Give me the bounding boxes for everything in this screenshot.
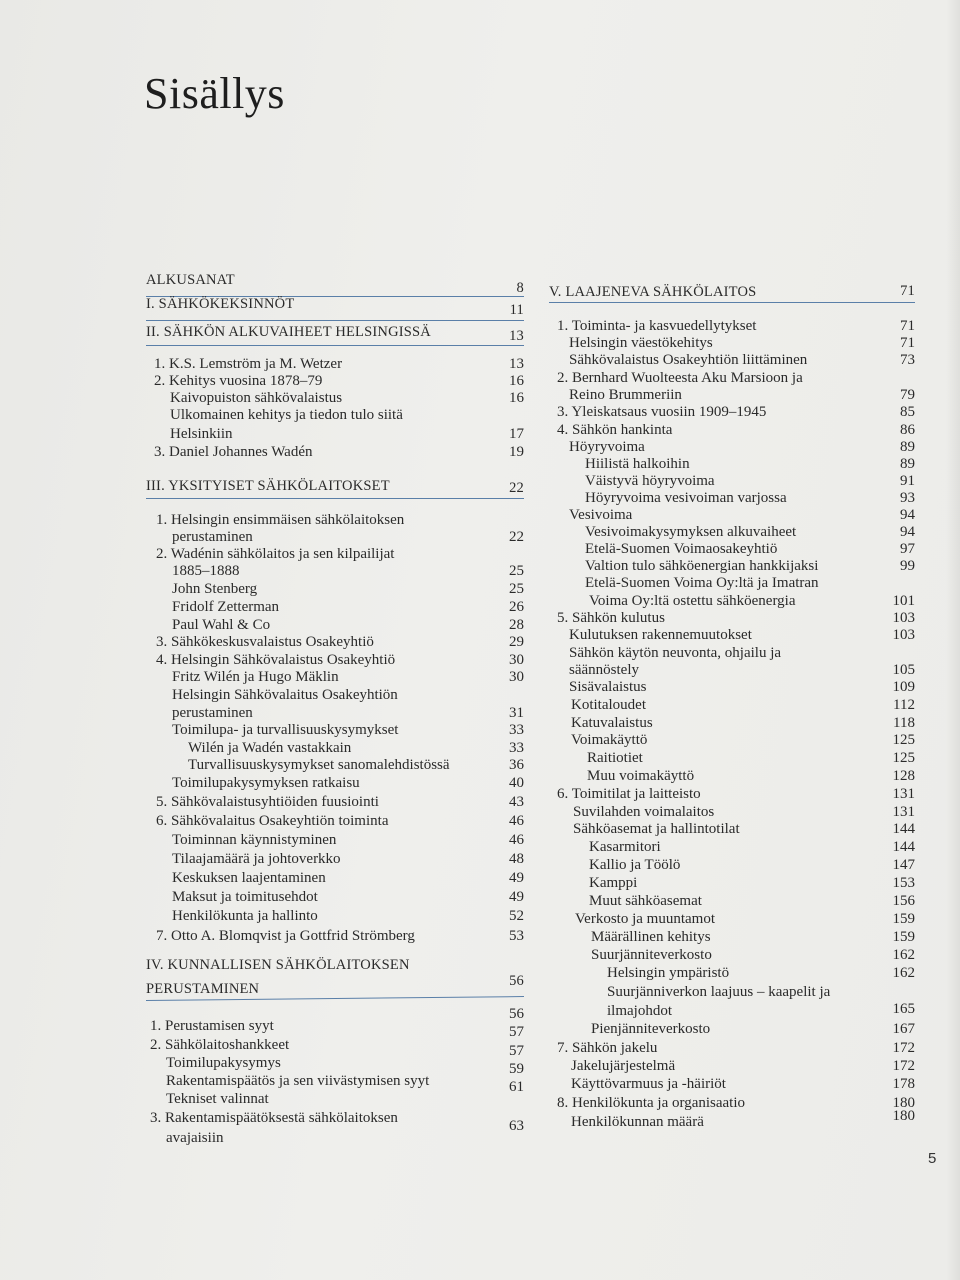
entry-label: säännöstely — [569, 662, 639, 678]
entry-label: Kaivopuiston sähkövalaistus — [170, 390, 343, 406]
toc-entry[interactable] — [156, 870, 524, 887]
section-label: IV. KUNNALLISEN SÄHKÖLAITOKSEN — [146, 957, 410, 973]
entry-label: 4. Sähkön hankinta — [557, 422, 673, 438]
entry-page: 172 — [892, 1058, 915, 1074]
toc-entry[interactable] — [150, 1091, 524, 1108]
toc-entry[interactable] — [557, 352, 915, 369]
entry-page: 46 — [509, 832, 524, 848]
toc-entry[interactable] — [557, 541, 915, 558]
entry-page: 71 — [900, 335, 915, 351]
entry-page: 17 — [509, 426, 524, 442]
entry-label: Turvallisuuskysymykset sanomalehdistössä — [188, 757, 450, 773]
entry-page: 13 — [509, 356, 524, 372]
entry-label: 4. Helsingin Sähkövalaistus Osakeyhtiö — [156, 652, 396, 668]
entry-page: 147 — [892, 857, 915, 873]
toc-entry[interactable] — [557, 507, 915, 524]
toc-entry[interactable] — [156, 705, 524, 722]
toc-entry[interactable] — [557, 335, 915, 352]
toc-entry[interactable] — [156, 563, 524, 580]
entry-label: 1. Helsingin ensimmäisen sähkölaitoksen — [156, 512, 405, 528]
section-label: ALKUSANAT — [146, 272, 235, 288]
toc-entry[interactable] — [557, 456, 915, 473]
entry-label: 3. Yleiskatsaus vuosiin 1909–1945 — [557, 404, 767, 420]
entry-label: 2. Kehitys vuosina 1878–79 — [154, 373, 323, 389]
entry-label: 2. Bernhard Wuolteesta Aku Marsioon ja — [557, 370, 803, 386]
entry-page: 40 — [509, 775, 524, 791]
entry-page: 94 — [900, 524, 915, 540]
entry-page: 180 — [892, 1108, 915, 1124]
toc-entry[interactable] — [156, 669, 524, 686]
entry-page: 49 — [509, 870, 524, 886]
entry-page: 118 — [893, 715, 915, 731]
entry-page: 91 — [900, 473, 915, 489]
entry-label: Rakentamispäätös ja sen viivästymisen syyt — [166, 1073, 430, 1089]
entry-label: 3. Sähkökeskusvalaistus Osakeyhtiö — [156, 634, 374, 650]
toc-entry[interactable] — [156, 851, 524, 868]
entry-label: Toimilupa- ja turvallisuuskysymykset — [172, 722, 399, 738]
entry-label: Muu voimakäyttö — [587, 768, 695, 784]
entry-label: Verkosto ja muuntamot — [575, 911, 715, 927]
entry-label: 1. K.S. Lemström ja M. Wetzer — [154, 356, 343, 372]
entry-label: 3. Rakentamispäätöksestä sähkölaitoksen — [150, 1110, 398, 1126]
entry-label: 8. Henkilökunta ja organisaatio — [557, 1095, 746, 1111]
entry-page: 19 — [509, 444, 524, 460]
toc-entry[interactable] — [156, 794, 524, 811]
entry-label: Jakelujärjestelmä — [571, 1058, 676, 1074]
toc-entry[interactable] — [557, 1021, 915, 1038]
entry-label: Toimilupakysymyksen ratkaisu — [172, 775, 360, 791]
entry-page: 180 — [892, 1095, 915, 1111]
toc-entry[interactable] — [557, 732, 915, 749]
entry-page: 159 — [892, 911, 915, 927]
page-title: Sisällys — [144, 69, 285, 118]
toc-entry[interactable] — [557, 1108, 915, 1131]
entry-label: Vesivoimakysymyksen alkuvaiheet — [585, 524, 797, 540]
entry-page: 79 — [900, 387, 915, 403]
toc-entry[interactable] — [557, 439, 915, 456]
entry-page: 85 — [900, 404, 915, 420]
entry-label: Kamppi — [589, 875, 638, 891]
entry-page: 33 — [509, 722, 524, 738]
entry-page: 48 — [509, 851, 524, 867]
entry-label: Maksut ja toimitusehdot — [172, 889, 318, 905]
entry-label: Wilén ja Wadén vastakkain — [188, 740, 352, 756]
toc-entry[interactable] — [557, 786, 915, 803]
entry-page: 73 — [900, 352, 915, 368]
entry-label: 1885–1888 — [172, 563, 240, 579]
section-label: II. SÄHKÖN ALKUVAIHEET HELSINGISSÄ — [146, 324, 431, 340]
entry-page: 112 — [893, 697, 915, 713]
toc-entry[interactable] — [156, 599, 524, 616]
toc-entry[interactable] — [150, 1073, 524, 1095]
entry-page: 156 — [892, 893, 915, 909]
toc-entry[interactable] — [150, 1110, 524, 1134]
section-page: 56 — [509, 973, 524, 989]
entry-page: 162 — [892, 965, 915, 981]
toc-entry[interactable] — [557, 645, 915, 662]
entry-label: 7. Sähkön jakelu — [557, 1040, 658, 1056]
entry-page: 52 — [509, 908, 524, 924]
toc-entry[interactable] — [557, 821, 915, 838]
toc-entry[interactable] — [557, 404, 915, 421]
toc-entry[interactable] — [154, 426, 524, 443]
entry-label: Kasarmitori — [589, 839, 661, 855]
entry-page: 30 — [509, 669, 524, 685]
entry-label: Paul Wahl & Co — [172, 617, 271, 633]
entry-label: Fritz Wilén ja Hugo Mäklin — [172, 669, 339, 685]
toc-entry[interactable] — [156, 889, 524, 906]
entry-label: Fridolf Zetterman — [172, 599, 280, 615]
toc-entry[interactable] — [156, 757, 524, 774]
toc-entry[interactable] — [156, 512, 524, 529]
entry-page: 22 — [509, 529, 524, 545]
entry-page: 43 — [509, 794, 524, 810]
toc-entry[interactable] — [557, 1040, 915, 1057]
entry-page: 144 — [892, 839, 915, 855]
entry-page: 29 — [509, 634, 524, 650]
entry-page: 89 — [900, 456, 915, 472]
toc-entry[interactable] — [156, 687, 524, 704]
entry-label: avajaisiin — [166, 1130, 224, 1146]
entry-label: Reino Brummeriin — [569, 387, 682, 403]
entry-label: 2. Sähkölaitoshankkeet — [150, 1037, 290, 1053]
toc-entry[interactable] — [557, 1076, 915, 1093]
entry-page: 61 — [509, 1079, 524, 1095]
entry-label: Kotitaloudet — [571, 697, 646, 713]
entry-page: 16 — [509, 390, 524, 406]
entry-page: 101 — [892, 593, 915, 609]
entry-page: 99 — [900, 558, 915, 574]
section-rule — [146, 345, 524, 346]
toc-entry[interactable] — [557, 662, 915, 679]
entry-label: Helsingin Sähkövalaitus Osakeyhtiön — [172, 687, 398, 703]
entry-page: 31 — [509, 705, 524, 721]
toc-entry[interactable] — [557, 768, 915, 785]
entry-page: 165 — [892, 1001, 915, 1017]
toc-entry[interactable] — [557, 318, 915, 335]
entry-label: Määrällinen kehitys — [591, 929, 711, 945]
toc-entry[interactable] — [557, 929, 915, 946]
toc-entry[interactable] — [557, 965, 915, 982]
toc-entry[interactable] — [156, 908, 524, 925]
section-rule — [146, 498, 524, 499]
entry-page: 33 — [509, 740, 524, 756]
entry-label: Sähköasemat ja hallintotilat — [573, 821, 740, 837]
entry-label: 2. Wadénin sähkölaitos ja sen kilpailijat — [156, 546, 395, 562]
entry-label: Sisävalaistus — [569, 679, 647, 695]
toc-entry[interactable] — [557, 593, 915, 610]
entry-page: 103 — [892, 627, 915, 643]
entry-label: Höyryvoima vesivoiman varjossa — [585, 490, 787, 506]
toc-entry[interactable] — [557, 697, 915, 714]
entry-page: 178 — [892, 1076, 915, 1092]
entry-label: Vesivoima — [569, 507, 633, 523]
entry-label: 5. Sähkövalaistusyhtiöiden fuusiointi — [156, 794, 379, 810]
section-label-continued: PERUSTAMINEN — [146, 981, 260, 997]
section-label: I. SÄHKÖKEKSINNÖT — [146, 296, 295, 312]
entry-page: 93 — [900, 490, 915, 506]
entry-label: Tekniset valinnat — [166, 1091, 269, 1107]
entry-label: perustaminen — [172, 705, 253, 721]
entry-label: John Stenberg — [172, 581, 258, 597]
entry-label: Sähkövalaistus Osakeyhtiön liittäminen — [569, 352, 808, 368]
toc-entry[interactable] — [557, 911, 915, 928]
entry-label: Etelä-Suomen Voimaosakeyhtiö — [585, 541, 778, 557]
section-page: 13 — [509, 328, 524, 344]
entry-label: Raitiotiet — [587, 750, 643, 766]
entry-page: 26 — [509, 599, 524, 615]
section-page: 22 — [509, 480, 524, 496]
entry-page: 57 — [509, 1024, 524, 1040]
toc-entry[interactable] — [557, 422, 915, 439]
toc-entry[interactable] — [557, 984, 915, 1001]
entry-page: 16 — [509, 373, 524, 389]
entry-label: Katuvalaistus — [571, 715, 653, 731]
toc-entry[interactable] — [156, 634, 524, 651]
section-page: 71 — [900, 283, 915, 299]
toc-entry[interactable] — [557, 857, 915, 874]
toc-entry[interactable] — [156, 813, 524, 830]
entry-label: perustaminen — [172, 529, 253, 545]
toc-entry[interactable] — [156, 928, 524, 945]
entry-label: Sähkön käytön neuvonta, ohjailu ja — [569, 645, 782, 661]
toc-entry[interactable] — [154, 356, 524, 373]
toc-entry[interactable] — [557, 893, 915, 910]
entry-label: Henkilökunnan määrä — [571, 1114, 704, 1130]
entry-page: 144 — [892, 821, 915, 837]
toc-entry[interactable] — [156, 775, 524, 792]
entry-label: Keskuksen laajentaminen — [172, 870, 326, 886]
toc-entry[interactable] — [150, 1130, 524, 1147]
entry-label: Pienjänniteverkosto — [591, 1021, 711, 1037]
entry-page: 25 — [509, 563, 524, 579]
entry-label: ilmajohdot — [607, 1003, 672, 1019]
entry-label: Kallio ja Töölö — [589, 857, 681, 873]
section-rule — [146, 320, 524, 321]
toc-entry[interactable] — [557, 490, 915, 507]
toc-entry[interactable] — [150, 1055, 524, 1077]
entry-page: 125 — [892, 750, 915, 766]
section-label: III. YKSITYISET SÄHKÖLAITOKSET — [146, 478, 390, 494]
toc-entry[interactable] — [150, 1018, 524, 1040]
toc-entry[interactable] — [557, 750, 915, 767]
entry-label: Suurjänniverkon laajuus – kaapelit ja — [607, 984, 831, 1000]
entry-page: 109 — [892, 679, 915, 695]
toc-entry[interactable] — [557, 558, 915, 575]
entry-label: 6. Toimitilat ja laitteisto — [557, 786, 701, 802]
entry-label: Voimakäyttö — [571, 732, 648, 748]
entry-page: 57 — [509, 1043, 524, 1059]
entry-page: 30 — [509, 652, 524, 668]
entry-label: Helsingin väestökehitys — [569, 335, 713, 351]
entry-label: Suurjänniteverkosto — [591, 947, 712, 963]
toc-entry[interactable] — [156, 652, 524, 669]
entry-page: 56 — [509, 1006, 524, 1022]
entry-page: 25 — [509, 581, 524, 597]
entry-page: 131 — [892, 804, 915, 820]
toc-entry[interactable] — [557, 947, 915, 964]
toc-entry[interactable] — [156, 546, 524, 563]
toc-entry[interactable] — [557, 575, 915, 592]
section-page: 8 — [516, 280, 524, 296]
entry-label: Hiilistä halkoihin — [585, 456, 690, 472]
entry-label: Muut sähköasemat — [589, 893, 702, 909]
toc-entry[interactable] — [156, 832, 524, 849]
entry-page: 159 — [892, 929, 915, 945]
entry-page: 172 — [892, 1040, 915, 1056]
entry-page: 105 — [892, 662, 915, 678]
entry-page: 86 — [900, 422, 915, 438]
entry-label: 3. Daniel Johannes Wadén — [154, 444, 313, 460]
toc-entry[interactable] — [156, 581, 524, 598]
entry-label: 7. Otto A. Blomqvist ja Gottfrid Strömberg — [156, 928, 415, 944]
toc-entry[interactable] — [557, 715, 915, 732]
entry-page: 94 — [900, 507, 915, 523]
entry-label: 1. Perustamisen syyt — [150, 1018, 274, 1034]
toc-entry[interactable] — [156, 617, 524, 634]
toc-entry[interactable] — [557, 875, 915, 892]
entry-page: 49 — [509, 889, 524, 905]
entry-label: Kulutuksen rakennemuutokset — [569, 627, 752, 643]
toc-entry[interactable] — [557, 524, 915, 541]
entry-page: 89 — [900, 439, 915, 455]
entry-label: Valtion tulo sähköenergian hankkijaksi — [585, 558, 819, 574]
entry-page: 46 — [509, 813, 524, 829]
toc-entry[interactable] — [154, 407, 524, 424]
entry-label: Höyryvoima — [569, 439, 645, 455]
entry-page: 71 — [900, 318, 915, 334]
toc-entry[interactable] — [557, 804, 915, 821]
section-rule — [549, 302, 915, 303]
toc-entry[interactable] — [557, 1058, 915, 1075]
entry-label: Helsinkiin — [170, 426, 233, 442]
toc-entry[interactable] — [557, 839, 915, 856]
entry-label: 5. Sähkön kulutus — [557, 610, 665, 626]
page-number: 5 — [928, 1150, 937, 1167]
toc-entry[interactable] — [557, 1095, 915, 1112]
section-label: V. LAAJENEVA SÄHKÖLAITOS — [549, 284, 757, 300]
toc-entry[interactable] — [154, 373, 524, 390]
toc-entry[interactable] — [557, 473, 915, 490]
toc-entry[interactable] — [557, 627, 915, 644]
toc-entry[interactable] — [557, 679, 915, 696]
entry-label: Henkilökunta ja hallinto — [172, 908, 318, 924]
page-edge-shadow — [946, 0, 960, 1280]
toc-entry[interactable] — [156, 722, 524, 739]
entry-label: Helsingin ympäristö — [607, 965, 730, 981]
entry-page: 153 — [892, 875, 915, 891]
entry-page: 63 — [509, 1118, 524, 1134]
entry-page: 131 — [892, 786, 915, 802]
entry-page: 97 — [900, 541, 915, 557]
section-page: 11 — [509, 302, 524, 318]
toc-entry[interactable] — [156, 529, 524, 546]
entry-page: 59 — [509, 1061, 524, 1077]
entry-page: 28 — [509, 617, 524, 633]
entry-label: Toimilupakysymys — [166, 1055, 281, 1071]
toc-entry[interactable] — [154, 444, 524, 461]
toc-entry[interactable] — [557, 387, 915, 404]
entry-page: 103 — [892, 610, 915, 626]
entry-label: Käyttövarmuus ja -häiriöt — [571, 1076, 726, 1092]
entry-page: 53 — [509, 928, 524, 944]
toc-entry[interactable] — [150, 1037, 524, 1059]
entry-page: 167 — [892, 1021, 915, 1037]
toc-entry[interactable] — [156, 740, 524, 757]
entry-page: 162 — [892, 947, 915, 963]
entry-label: 1. Toiminta- ja kasvuedellytykset — [557, 318, 757, 334]
entry-label: Ulkomainen kehitys ja tiedon tulo siitä — [170, 407, 403, 423]
toc-entry[interactable] — [557, 370, 915, 387]
entry-label: Etelä-Suomen Voima Oy:ltä ja Imatran — [585, 575, 819, 591]
entry-label: Toiminnan käynnistyminen — [172, 832, 337, 848]
entry-page: 128 — [892, 768, 915, 784]
entry-label: Voima Oy:ltä ostettu sähköenergia — [589, 593, 796, 609]
entry-label: 6. Sähkövalaitus Osakeyhtiön toiminta — [156, 813, 389, 829]
toc-entry[interactable] — [154, 390, 524, 407]
entry-label: Suvilahden voimalaitos — [573, 804, 715, 820]
entry-page: 125 — [892, 732, 915, 748]
entry-label: Tilaajamäärä ja johtoverkko — [172, 851, 341, 867]
entry-page: 36 — [509, 757, 524, 773]
toc-entry[interactable] — [557, 610, 915, 627]
toc-entry[interactable] — [557, 1003, 915, 1020]
entry-label: Väistyvä höyryvoima — [585, 473, 715, 489]
